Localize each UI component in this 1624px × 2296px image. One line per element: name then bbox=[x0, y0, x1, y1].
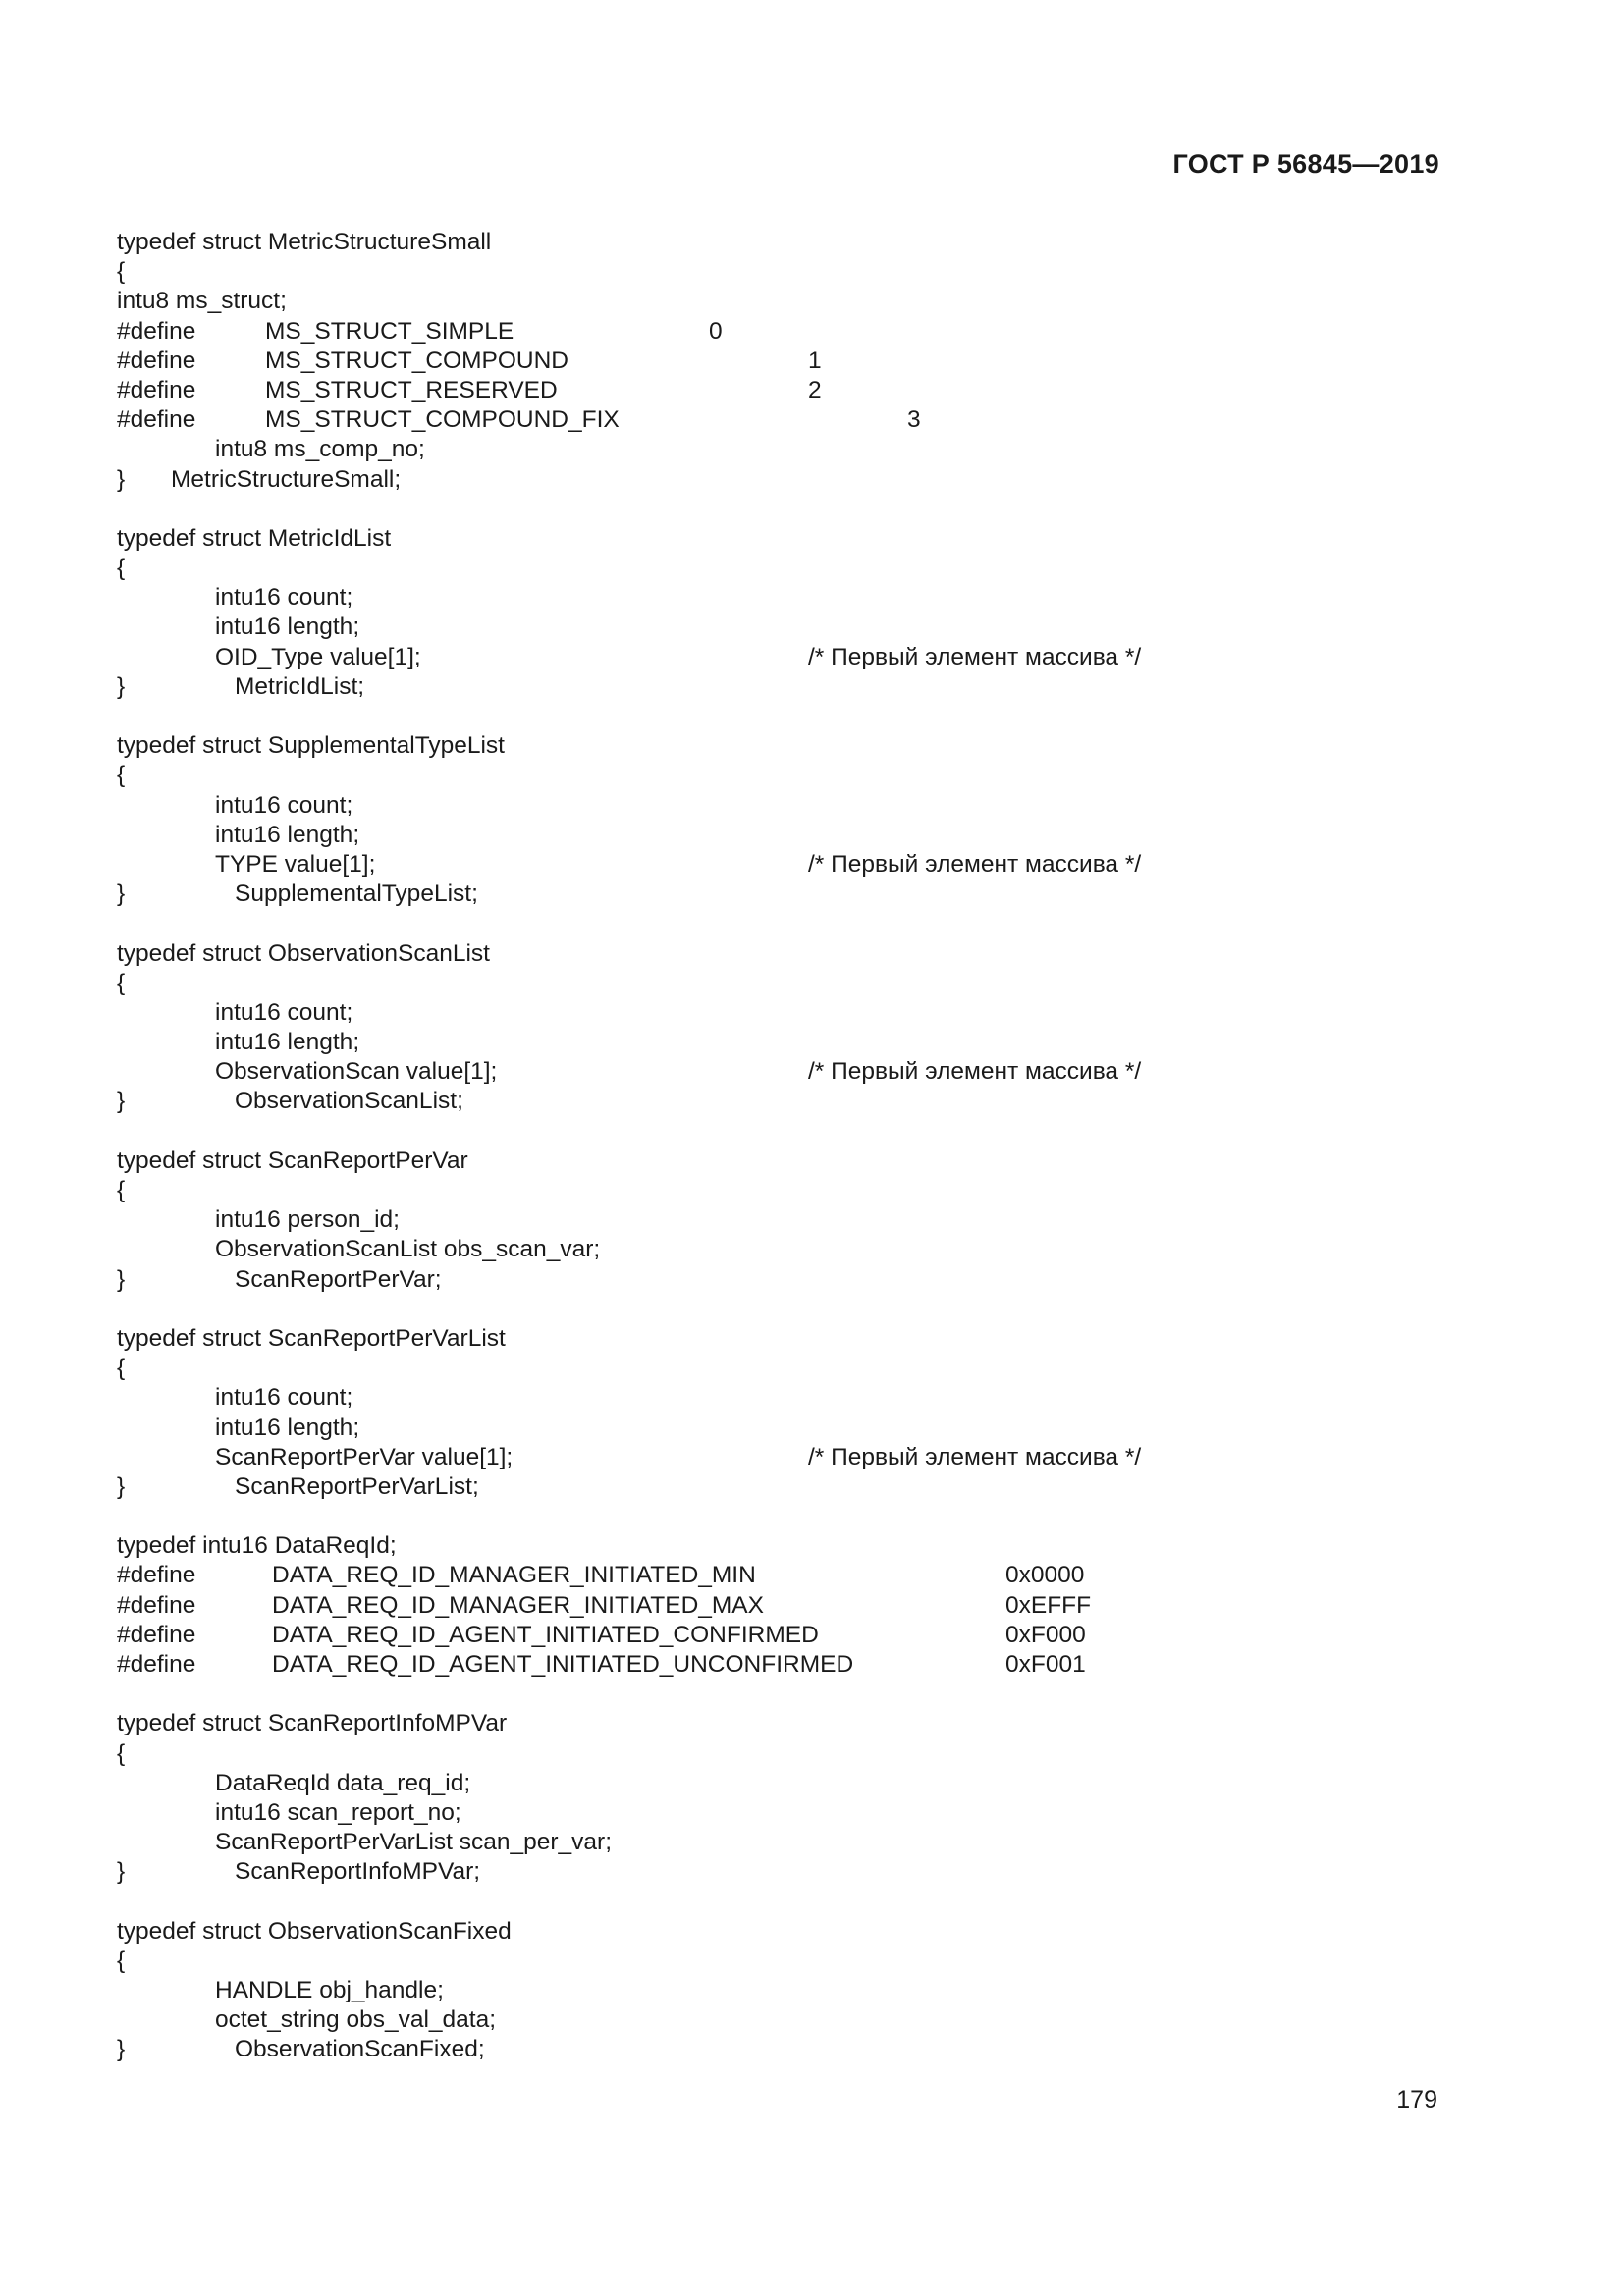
code-token: } bbox=[117, 1088, 126, 1115]
code-token: { bbox=[117, 258, 126, 286]
code-token: intu16 count; bbox=[215, 791, 353, 819]
code-token: ObservationScanList obs_scan_var; bbox=[215, 1236, 601, 1263]
code-token: } bbox=[117, 465, 126, 493]
code-token: intu16 count; bbox=[215, 998, 353, 1026]
code-token: MetricStructureSmall; bbox=[171, 465, 402, 493]
code-line bbox=[117, 1087, 1452, 1116]
blank-line bbox=[117, 1888, 1452, 1917]
code-token: intu16 person_id; bbox=[215, 1206, 400, 1234]
code-line bbox=[117, 287, 1452, 316]
code-line bbox=[117, 1472, 1452, 1502]
code-line bbox=[117, 1976, 1452, 2005]
code-line bbox=[117, 583, 1452, 613]
code-line bbox=[117, 731, 1452, 761]
document-header: ГОСТ Р 56845—2019 bbox=[1172, 149, 1439, 179]
code-token: 0xF001 bbox=[1005, 1651, 1086, 1678]
code-line bbox=[117, 613, 1452, 642]
code-token: intu16 scan_report_no; bbox=[215, 1798, 461, 1826]
code-token: intu16 length; bbox=[215, 821, 360, 848]
blank-line bbox=[117, 1502, 1452, 1531]
code-line bbox=[117, 791, 1452, 821]
code-token: /* Первый элемент массива */ bbox=[808, 1443, 1142, 1470]
code-token: typedef struct MetricIdList bbox=[117, 524, 392, 552]
code-line bbox=[117, 554, 1452, 583]
code-token: { bbox=[117, 969, 126, 996]
page-number: 179 bbox=[1396, 2086, 1437, 2113]
code-token: DATA_REQ_ID_AGENT_INITIATED_UNCONFIRMED bbox=[272, 1651, 854, 1678]
code-token: TYPE value[1]; bbox=[215, 850, 376, 878]
code-token: #define bbox=[117, 317, 196, 345]
code-line bbox=[117, 1828, 1452, 1857]
code-token: } bbox=[117, 2036, 126, 2063]
blank-line bbox=[117, 702, 1452, 731]
code-token: #define bbox=[117, 376, 196, 403]
code-token: MS_STRUCT_COMPOUND_FIX bbox=[265, 406, 620, 434]
code-token: } bbox=[117, 1472, 126, 1500]
code-token: 0xEFFF bbox=[1005, 1591, 1092, 1619]
code-line bbox=[117, 1057, 1452, 1087]
code-line bbox=[117, 1739, 1452, 1769]
code-token: #define bbox=[117, 1651, 196, 1678]
code-line bbox=[117, 1176, 1452, 1205]
code-line bbox=[117, 405, 1452, 435]
code-line bbox=[117, 850, 1452, 880]
code-token: { bbox=[117, 762, 126, 789]
code-token: intu16 length; bbox=[215, 1414, 360, 1441]
code-line bbox=[117, 1857, 1452, 1887]
code-line bbox=[117, 2005, 1452, 2035]
code-line bbox=[117, 257, 1452, 287]
code-token: } bbox=[117, 1265, 126, 1293]
code-token: SupplementalTypeList; bbox=[235, 881, 478, 908]
code-token: ScanReportPerVarList; bbox=[235, 1472, 479, 1500]
code-line bbox=[117, 317, 1452, 347]
code-line bbox=[117, 435, 1452, 464]
code-line bbox=[117, 1650, 1452, 1680]
code-listing bbox=[117, 228, 1452, 2065]
code-token: intu8 ms_struct; bbox=[117, 288, 287, 315]
code-token: DATA_REQ_ID_MANAGER_INITIATED_MAX bbox=[272, 1591, 764, 1619]
code-token: typedef struct ScanReportPerVarList bbox=[117, 1324, 506, 1352]
code-token: typedef struct ScanReportInfoMPVar bbox=[117, 1710, 508, 1737]
code-token: intu16 length; bbox=[215, 614, 360, 641]
code-line bbox=[117, 1235, 1452, 1264]
code-line bbox=[117, 998, 1452, 1028]
code-line bbox=[117, 1531, 1452, 1561]
code-token: DATA_REQ_ID_MANAGER_INITIATED_MIN bbox=[272, 1562, 756, 1589]
code-line bbox=[117, 347, 1452, 376]
code-token: /* Первый элемент массива */ bbox=[808, 1058, 1142, 1086]
code-token: ObservationScan value[1]; bbox=[215, 1058, 498, 1086]
code-token: #define bbox=[117, 1562, 196, 1589]
code-token: octet_string obs_val_data; bbox=[215, 2006, 497, 2034]
code-token: ScanReportInfoMPVar; bbox=[235, 1858, 481, 1886]
code-line bbox=[117, 376, 1452, 405]
code-token: typedef struct SupplementalTypeList bbox=[117, 732, 505, 760]
blank-line bbox=[117, 909, 1452, 938]
code-line bbox=[117, 1769, 1452, 1798]
code-line bbox=[117, 1147, 1452, 1176]
code-token: } bbox=[117, 672, 126, 700]
code-token: OID_Type value[1]; bbox=[215, 643, 421, 670]
code-token: intu16 count; bbox=[215, 1384, 353, 1412]
code-line bbox=[117, 1205, 1452, 1235]
code-token: MS_STRUCT_COMPOUND bbox=[265, 347, 568, 374]
code-line bbox=[117, 939, 1452, 969]
code-token: MS_STRUCT_RESERVED bbox=[265, 376, 558, 403]
code-token: /* Первый элемент массива */ bbox=[808, 850, 1142, 878]
code-token: DATA_REQ_ID_AGENT_INITIATED_CONFIRMED bbox=[272, 1621, 819, 1648]
code-token: intu16 count; bbox=[215, 584, 353, 612]
code-line bbox=[117, 1709, 1452, 1738]
code-token: /* Первый элемент массива */ bbox=[808, 643, 1142, 670]
code-token: ScanReportPerVar; bbox=[235, 1265, 442, 1293]
code-line bbox=[117, 1917, 1452, 1947]
code-token: MS_STRUCT_SIMPLE bbox=[265, 317, 514, 345]
code-line bbox=[117, 1621, 1452, 1650]
code-token: { bbox=[117, 1355, 126, 1382]
code-line bbox=[117, 1383, 1452, 1413]
code-line bbox=[117, 1443, 1452, 1472]
code-token: #define bbox=[117, 1591, 196, 1619]
code-line bbox=[117, 1354, 1452, 1383]
code-token: 2 bbox=[808, 376, 822, 403]
code-token: ObservationScanFixed; bbox=[235, 2036, 485, 2063]
code-line bbox=[117, 1414, 1452, 1443]
code-token: 0 bbox=[709, 317, 723, 345]
code-token: MetricIdList; bbox=[235, 672, 365, 700]
code-token: typedef struct ScanReportPerVar bbox=[117, 1147, 468, 1174]
code-line bbox=[117, 1947, 1452, 1976]
code-line bbox=[117, 524, 1452, 554]
code-token: { bbox=[117, 1739, 126, 1767]
code-token: #define bbox=[117, 406, 196, 434]
code-line bbox=[117, 821, 1452, 850]
code-line bbox=[117, 1324, 1452, 1354]
code-line bbox=[117, 1798, 1452, 1828]
blank-line bbox=[117, 1295, 1452, 1324]
code-token: { bbox=[117, 1177, 126, 1203]
code-line bbox=[117, 969, 1452, 998]
code-token: 1 bbox=[808, 347, 822, 374]
code-token: typedef intu16 DataReqId; bbox=[117, 1532, 397, 1560]
code-token: ObservationScanList; bbox=[235, 1088, 463, 1115]
code-line bbox=[117, 880, 1452, 909]
code-line bbox=[117, 1591, 1452, 1621]
code-line bbox=[117, 643, 1452, 672]
code-token: #define bbox=[117, 347, 196, 374]
code-token: typedef struct ObservationScanFixed bbox=[117, 1917, 512, 1945]
code-token: { bbox=[117, 1947, 126, 1974]
code-line bbox=[117, 672, 1452, 702]
code-token: ScanReportPerVarList scan_per_var; bbox=[215, 1829, 612, 1856]
code-token: } bbox=[117, 881, 126, 908]
code-token: intu8 ms_comp_no; bbox=[215, 436, 425, 463]
code-token: typedef struct ObservationScanList bbox=[117, 939, 490, 967]
blank-line bbox=[117, 495, 1452, 524]
code-token: #define bbox=[117, 1621, 196, 1648]
code-line bbox=[117, 761, 1452, 790]
code-token: intu16 length; bbox=[215, 1029, 360, 1056]
code-token: 3 bbox=[907, 406, 921, 434]
code-token: 0xF000 bbox=[1005, 1621, 1086, 1648]
code-token: DataReqId data_req_id; bbox=[215, 1769, 471, 1796]
code-line bbox=[117, 1561, 1452, 1590]
code-token: HANDLE obj_handle; bbox=[215, 1977, 444, 2004]
code-line bbox=[117, 465, 1452, 495]
code-token: 0x0000 bbox=[1005, 1562, 1085, 1589]
code-line bbox=[117, 1028, 1452, 1057]
code-token: ScanReportPerVar value[1]; bbox=[215, 1443, 514, 1470]
code-token: { bbox=[117, 555, 126, 582]
blank-line bbox=[117, 1680, 1452, 1709]
blank-line bbox=[117, 1117, 1452, 1147]
code-token: typedef struct MetricStructureSmall bbox=[117, 229, 492, 255]
code-line bbox=[117, 2035, 1452, 2064]
code-token: } bbox=[117, 1858, 126, 1886]
code-line bbox=[117, 1265, 1452, 1295]
code-line bbox=[117, 228, 1452, 257]
